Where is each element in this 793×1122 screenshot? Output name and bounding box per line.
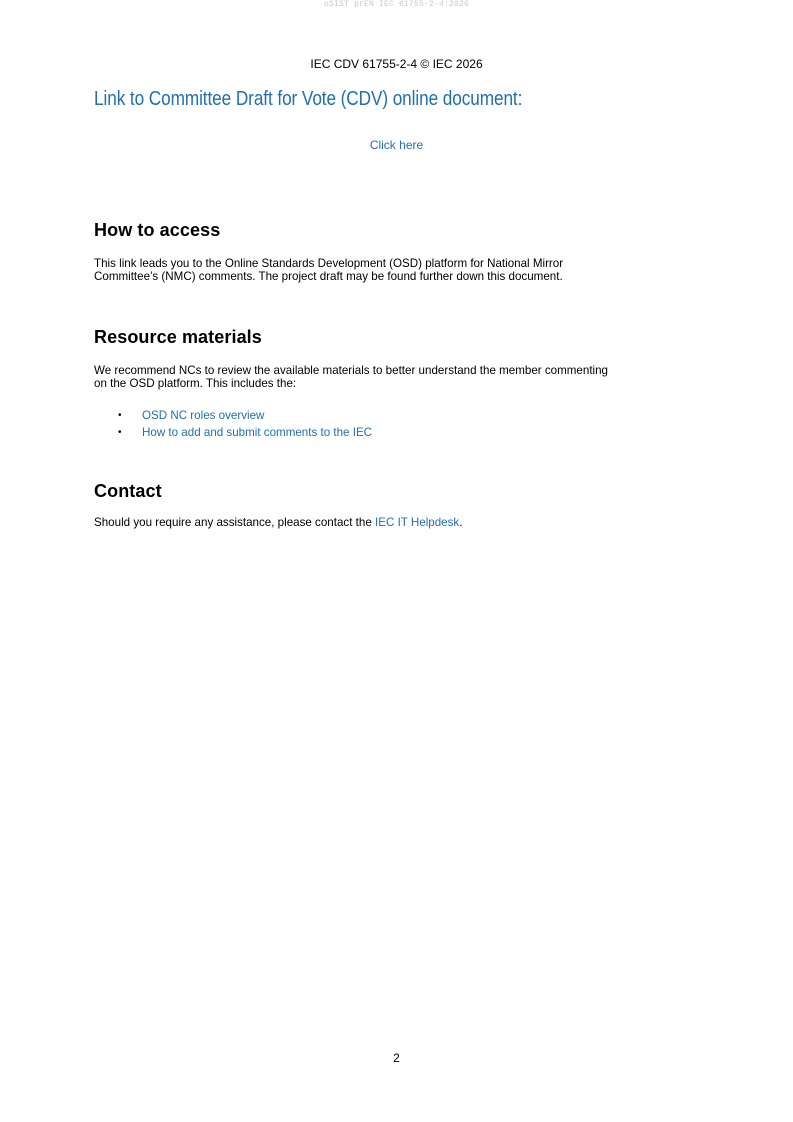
list-item (94, 407, 372, 424)
resource-line-2: on the OSD platform. This includes the: (94, 377, 297, 390)
how-to-access-line-1: This link leads you to the Online Standards Development (OSD) platform for National Mirror (94, 257, 564, 270)
contact-text-before: Should you require any assistance, please contact the (94, 516, 376, 529)
bullet-icon: • (118, 410, 122, 421)
resource-line-1: We recommend NCs to review the available materials to better understand the member commenting (94, 364, 609, 377)
how-to-access-line-2: Committee’s (NMC) comments. The project draft may be found further down this document. (94, 270, 563, 283)
osd-nc-roles-link[interactable]: OSD NC roles overview (142, 409, 265, 422)
contact-heading: Contact (94, 481, 162, 501)
it-helpdesk-link[interactable]: IEC IT Helpdesk (375, 516, 460, 529)
submit-comments-link[interactable]: How to add and submit comments to the IEC (142, 426, 373, 439)
click-here-container (0, 138, 793, 152)
resource-list (94, 407, 372, 441)
page-number: 2 (393, 1051, 400, 1065)
document-header: IEC CDV 61755-2-4 © IEC 2026 (310, 57, 483, 71)
how-to-access-heading: How to access (94, 220, 221, 240)
cdv-link-title: Link to Committee Draft for Vote (CDV) online document: (94, 88, 523, 110)
contact-text-after: . (459, 516, 463, 529)
click-here-link[interactable]: Click here (369, 138, 424, 152)
list-item (94, 424, 372, 441)
watermark: oSIST prEN IEC 61755-2-4:2026 (323, 0, 470, 9)
bullet-icon: • (118, 427, 122, 438)
contact-text (94, 516, 704, 529)
how-to-access-text (94, 257, 704, 283)
resource-materials-text (94, 364, 704, 390)
resource-materials-heading: Resource materials (94, 327, 262, 347)
